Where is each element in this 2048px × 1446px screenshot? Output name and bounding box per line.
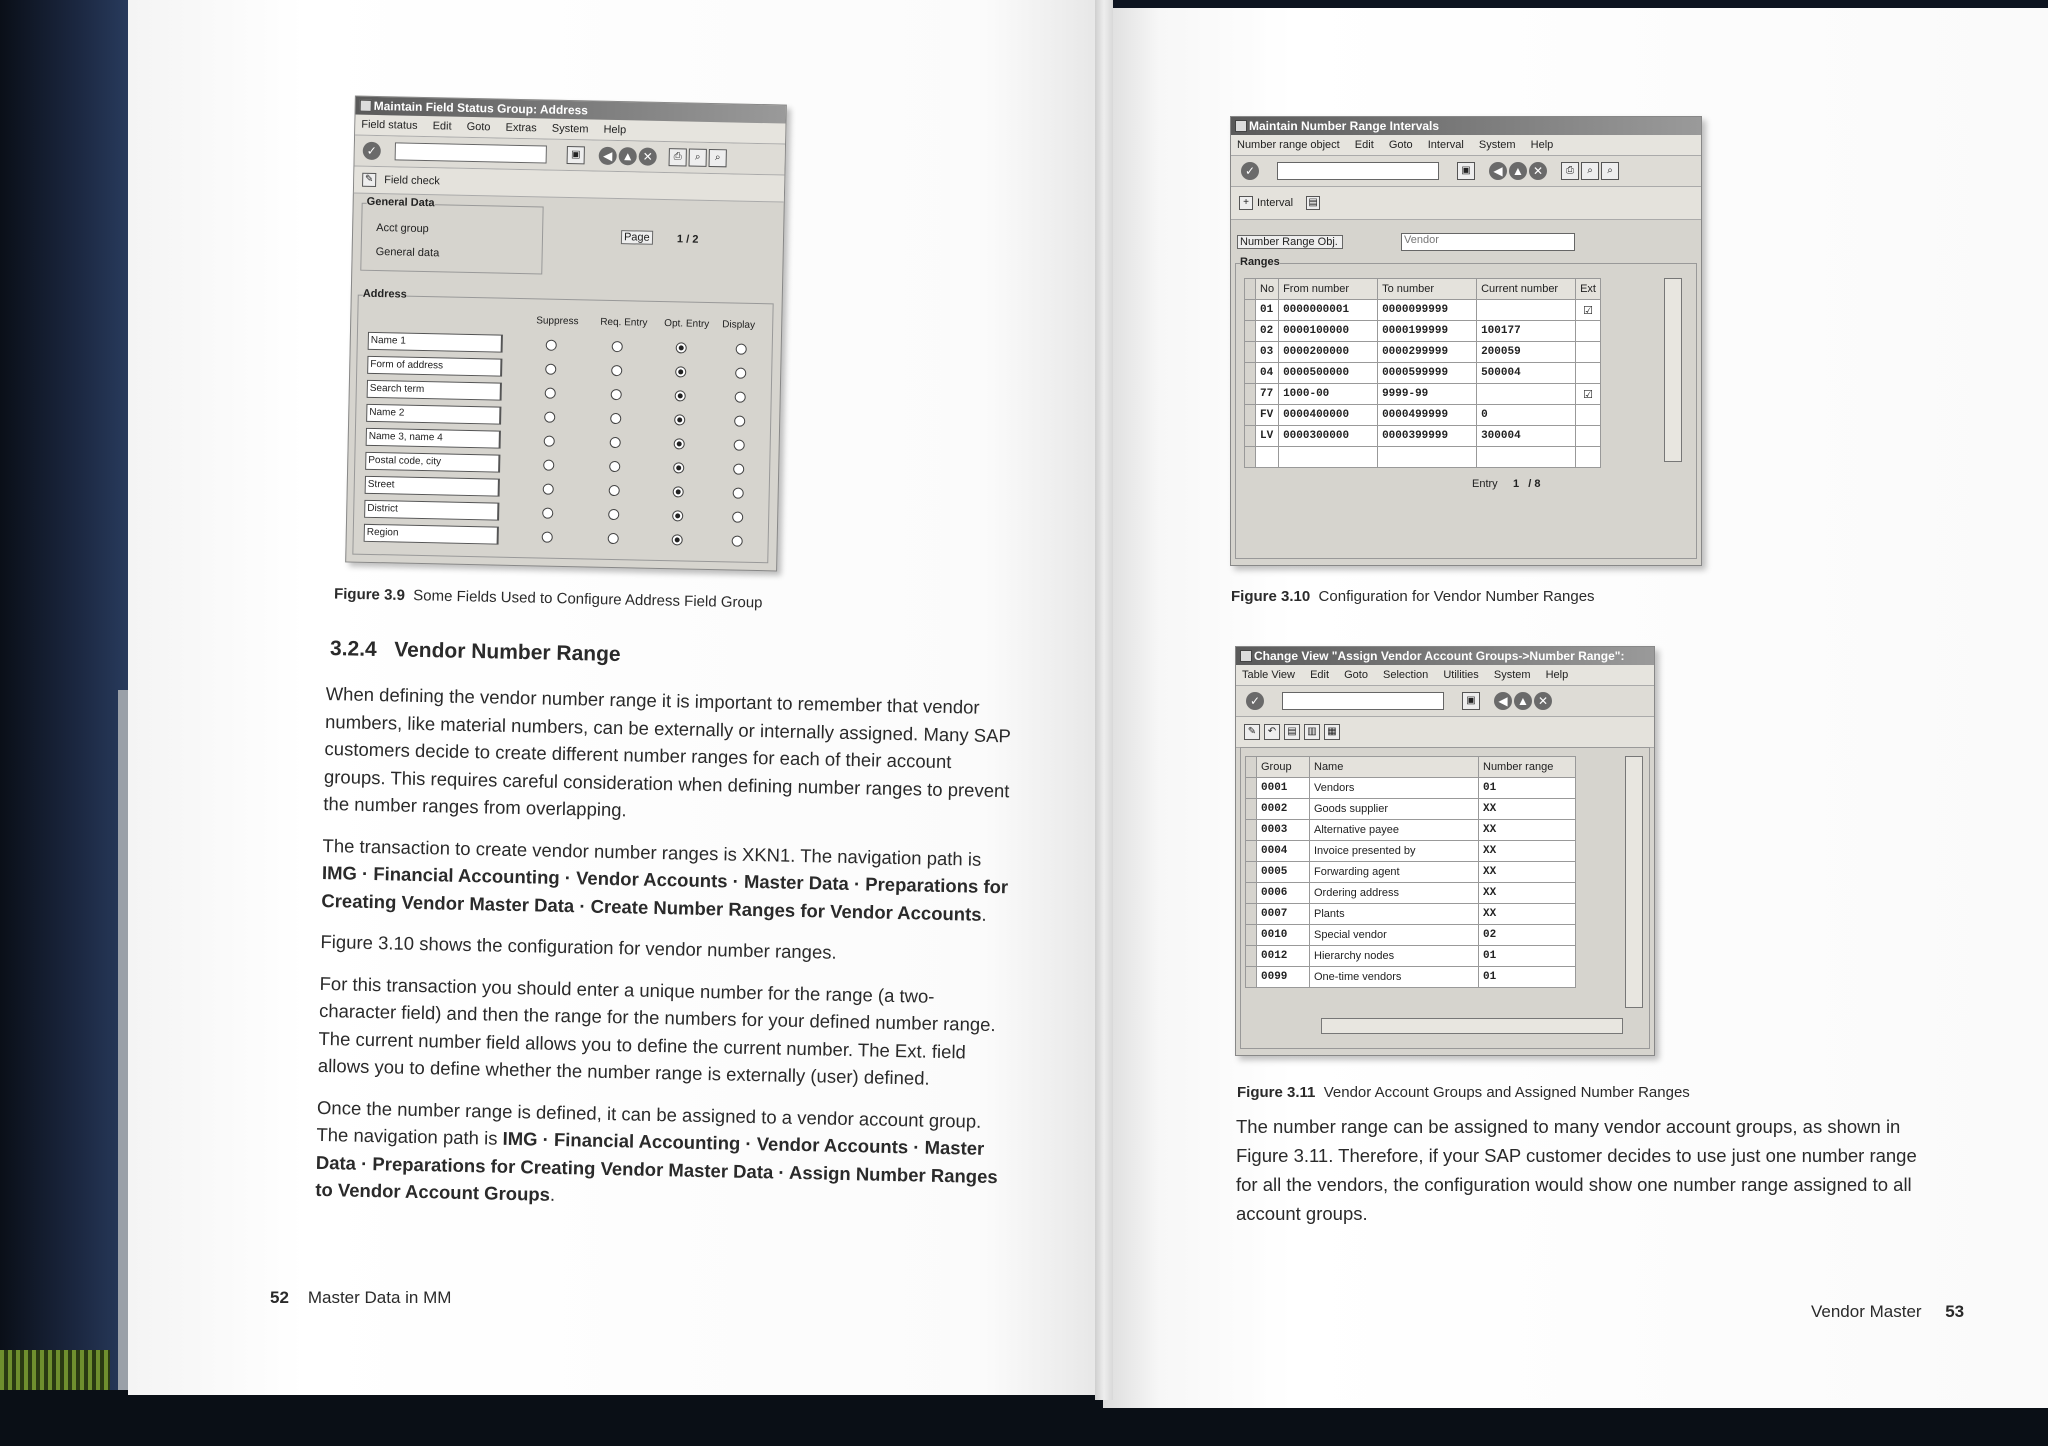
to-number-cell[interactable]: 0000199999 — [1378, 321, 1477, 342]
ext-checkbox[interactable] — [1576, 363, 1601, 384]
name-cell: Goods supplier — [1310, 799, 1479, 820]
fig311-toolbar — [1236, 686, 1654, 717]
table-row[interactable] — [1246, 820, 1576, 841]
table-row[interactable] — [1245, 321, 1601, 342]
name-cell: One-time vendors — [1310, 967, 1479, 988]
fig310-sap-window — [1230, 116, 1702, 566]
system-menu-icon[interactable] — [1235, 120, 1247, 132]
field-status-radio[interactable] — [735, 368, 746, 379]
from-number-cell[interactable]: 0000100000 — [1279, 321, 1378, 342]
name-cell: Forwarding agent — [1310, 862, 1479, 883]
section-heading — [330, 637, 621, 667]
number-range-cell[interactable]: XX — [1479, 799, 1576, 820]
field-status-radio[interactable] — [674, 438, 685, 449]
row-select-cell[interactable] — [1245, 426, 1256, 447]
nav-path-1: IMG · Financial Accounting · Vendor Accounts · Master Data · Preparations for Creating Vendor Master Data · Create Number Ranges for Vendor Accounts — [321, 861, 1009, 925]
col-no: No — [1256, 279, 1279, 300]
entry-total: / 8 — [1528, 478, 1541, 490]
menu-goto[interactable]: Goto — [1344, 669, 1368, 681]
enter-icon[interactable]: ✓ — [1241, 162, 1259, 180]
back-icon[interactable]: ◀ — [599, 147, 617, 165]
table-row[interactable] — [1246, 967, 1576, 988]
save-icon[interactable]: ▣ — [1457, 162, 1475, 180]
fig310-appbar — [1231, 187, 1701, 220]
group-cell: 0005 — [1257, 862, 1310, 883]
field-status-radio[interactable] — [610, 437, 621, 448]
to-number-cell[interactable]: 0000399999 — [1378, 426, 1477, 447]
group-cell: 0002 — [1257, 799, 1310, 820]
general-data-label: General Data — [366, 195, 435, 210]
number-range-cell[interactable]: 01 — [1479, 967, 1576, 988]
address-field-label: District — [364, 500, 499, 521]
save-icon[interactable]: ▣ — [1462, 692, 1480, 710]
table-row[interactable] — [1246, 778, 1576, 799]
enter-icon[interactable]: ✓ — [1246, 692, 1264, 710]
group-cell: 0010 — [1257, 925, 1310, 946]
empty-cell[interactable] — [1245, 447, 1256, 468]
exit-icon[interactable]: ▲ — [619, 147, 637, 165]
address-field-label: Name 2 — [366, 404, 501, 425]
paragraph-5: Once the number range is defined, it can be assigned to a vendor account group. The navigation path is IMG · Financial Accounting · Vendor Accounts · Master Data · Preparations for Creating Vendor Master Data · Assign Number Ranges to Vendor Account Groups. — [315, 1096, 998, 1205]
row-select-cell[interactable] — [1245, 300, 1256, 321]
row-select-cell[interactable] — [1245, 363, 1256, 384]
row-select-cell[interactable] — [1246, 799, 1257, 820]
menu-edit[interactable]: Edit — [1310, 669, 1330, 681]
field-status-radio[interactable] — [609, 461, 620, 472]
fig311-caption-number: Figure 3.11 — [1237, 1084, 1316, 1101]
fig311-titlebar — [1236, 647, 1654, 665]
current-number-cell[interactable]: 300004 — [1477, 426, 1576, 447]
menu-system[interactable]: System — [1493, 669, 1531, 681]
number-range-cell[interactable]: XX — [1479, 883, 1576, 904]
fig311-caption — [1237, 1084, 1690, 1101]
nav-path-2: IMG · Financial Accounting · Vendor Accounts · Master Data · Preparations for Creating Vendor Master Data · Assign Number Ranges to Vendor Account Groups — [315, 1127, 998, 1205]
field-status-radio[interactable] — [673, 462, 684, 473]
table-row[interactable] — [1245, 384, 1601, 405]
field-status-radio[interactable] — [542, 508, 553, 519]
current-number-cell[interactable]: 200059 — [1477, 342, 1576, 363]
menu-extras[interactable]: Extras — [505, 121, 537, 135]
number-range-cell[interactable]: XX — [1479, 904, 1576, 925]
field-status-radio[interactable] — [545, 388, 556, 399]
fig310-caption — [1231, 588, 1595, 605]
table-row[interactable] — [1245, 426, 1601, 447]
menu-table-view[interactable]: Table View — [1242, 669, 1295, 681]
table-row[interactable] — [1245, 300, 1601, 321]
name-cell: Plants — [1310, 904, 1479, 925]
group-cell: 0001 — [1257, 778, 1310, 799]
select-all-cell[interactable] — [1246, 757, 1257, 778]
current-number-cell[interactable] — [1477, 384, 1576, 405]
field-status-radio[interactable] — [734, 440, 745, 451]
page-number-right: 53 — [1945, 1302, 1965, 1321]
left-running-footer: Master Data in MM — [307, 1288, 452, 1307]
ext-checkbox[interactable] — [1576, 321, 1601, 342]
group-cell: 0007 — [1257, 904, 1310, 925]
fig311-appbar — [1236, 717, 1654, 748]
field-status-radio[interactable] — [732, 512, 743, 523]
ranges-table — [1244, 278, 1601, 468]
empty-cell[interactable] — [1256, 447, 1279, 468]
to-number-cell[interactable]: 0000299999 — [1378, 342, 1477, 363]
ext-checkbox[interactable]: ☑ — [1576, 384, 1601, 405]
col-group: Group — [1257, 757, 1310, 778]
address-field-label: Form of address — [367, 356, 502, 377]
field-status-radio[interactable] — [672, 510, 683, 521]
from-number-cell[interactable]: 0000400000 — [1279, 405, 1378, 426]
fig39-caption-number: Figure 3.9 — [333, 585, 406, 604]
menu-edit[interactable]: Edit — [1354, 139, 1374, 151]
table-row[interactable] — [1246, 925, 1576, 946]
paragraph-2: The transaction to create vendor number ranges is XKN1. The navigation path is IMG · Financial Accounting · Vendor Accounts · Master Data · Preparations for Creating Vendor Master Data · Create Number Ranges for Vendor Accounts. — [321, 834, 1009, 925]
field-status-radio[interactable] — [732, 536, 743, 547]
number-range-cell[interactable]: XX — [1479, 820, 1576, 841]
empty-row[interactable] — [1245, 447, 1601, 468]
deselect-all-icon[interactable]: ▦ — [1324, 724, 1340, 740]
acct-group-label: Acct group — [376, 222, 429, 236]
fig310-caption-number: Figure 3.10 — [1231, 588, 1311, 605]
field-status-radio[interactable] — [546, 340, 557, 351]
number-range-obj-label: Number Range Obj. — [1237, 235, 1343, 249]
to-number-cell[interactable]: 0000499999 — [1378, 405, 1477, 426]
right-page — [1103, 8, 2048, 1408]
table-row[interactable] — [1246, 904, 1576, 925]
entry-label: Entry — [1472, 478, 1498, 490]
table-row[interactable] — [1245, 405, 1601, 426]
interval-icon[interactable]: + — [1239, 196, 1253, 210]
field-status-radio[interactable] — [734, 416, 745, 427]
col-number-range: Number range — [1479, 757, 1576, 778]
enter-icon[interactable]: ✓ — [363, 142, 381, 160]
row-select-cell[interactable] — [1246, 841, 1257, 862]
menu-help[interactable]: Help — [1530, 139, 1554, 151]
cancel-icon[interactable]: ✕ — [1534, 692, 1552, 710]
to-number-cell[interactable]: 0000599999 — [1378, 363, 1477, 384]
to-number-cell[interactable]: 0000099999 — [1378, 300, 1477, 321]
number-range-obj-field[interactable]: Vendor — [1401, 233, 1575, 251]
account-groups-table — [1245, 756, 1576, 988]
right-paragraph-1: The number range can be assigned to many vendor account groups, as shown in Figure 3.11. Therefore, if your SAP customer decides to use just one number range for all the vendors, the configuration would show one number range assigned to all account groups. — [1236, 1116, 1917, 1224]
print-icon[interactable]: ⎙ — [1561, 162, 1579, 180]
col-suppress: Suppress — [536, 315, 579, 328]
fig39-caption-text: Some Fields Used to Configure Address Field Group — [413, 587, 763, 612]
from-number-cell[interactable]: 0000300000 — [1279, 426, 1378, 447]
current-number-cell[interactable]: 500004 — [1477, 363, 1576, 384]
field-status-radio[interactable] — [673, 486, 684, 497]
address-field-label: Name 1 — [368, 332, 503, 353]
field-status-radio[interactable] — [672, 534, 683, 545]
col-to-number: To number — [1378, 279, 1477, 300]
undo-icon[interactable]: ↶ — [1264, 724, 1280, 740]
assign-table-frame — [1240, 747, 1650, 1049]
ranges-group — [1235, 256, 1697, 559]
current-number-cell[interactable] — [1477, 300, 1576, 321]
fig310-titlebar — [1231, 117, 1701, 135]
exit-icon[interactable]: ▲ — [1509, 162, 1527, 180]
col-req-entry: Req. Entry — [600, 316, 648, 329]
group-cell: 0004 — [1257, 841, 1310, 862]
address-field-label: Street — [365, 476, 500, 497]
fig310-menubar — [1231, 135, 1701, 156]
back-icon[interactable]: ◀ — [1494, 692, 1512, 710]
col-current-number: Current number — [1477, 279, 1576, 300]
general-data-value: General data — [375, 245, 440, 260]
field-status-radio[interactable] — [675, 390, 686, 401]
field-status-radio[interactable] — [733, 464, 744, 475]
number-range-cell[interactable]: XX — [1479, 841, 1576, 862]
left-footer — [270, 1288, 451, 1308]
row-select-cell[interactable] — [1246, 925, 1257, 946]
address-label: Address — [362, 287, 407, 301]
row-select-cell[interactable] — [1246, 862, 1257, 883]
command-field[interactable] — [1282, 692, 1444, 710]
menu-utilities[interactable]: Utilities — [1443, 669, 1479, 681]
address-field-label: Postal code, city — [365, 452, 500, 473]
paragraph-3: Figure 3.10 shows the configuration for vendor number ranges. — [320, 930, 837, 963]
col-ext: Ext — [1576, 279, 1601, 300]
page-value: 1 / 2 — [676, 233, 699, 246]
print-icon[interactable]: ⎙ — [669, 148, 687, 166]
name-cell: Hierarchy nodes — [1310, 946, 1479, 967]
ext-checkbox[interactable] — [1576, 426, 1601, 447]
cancel-icon[interactable]: ✕ — [1529, 162, 1547, 180]
table-row[interactable] — [1246, 946, 1576, 967]
field-status-radio[interactable] — [543, 460, 554, 471]
number-range-cell[interactable]: 01 — [1479, 778, 1576, 799]
right-footer — [1811, 1302, 1964, 1322]
address-field-label: Name 3, name 4 — [366, 428, 501, 449]
empty-cell[interactable] — [1279, 447, 1378, 468]
find-icon[interactable]: ⌕ — [1581, 162, 1599, 180]
field-status-radio[interactable] — [612, 341, 623, 352]
entry-indicator — [1472, 478, 1541, 490]
col-from-number: From number — [1279, 279, 1378, 300]
name-cell: Alternative payee — [1310, 820, 1479, 841]
right-running-footer: Vendor Master — [1811, 1302, 1922, 1321]
fig311-sap-window — [1235, 646, 1655, 1056]
no-cell: LV — [1256, 426, 1279, 447]
empty-cell[interactable] — [1477, 447, 1576, 468]
menu-goto[interactable]: Goto — [1388, 139, 1413, 151]
interval-change-icon[interactable]: ▤ — [1306, 196, 1320, 210]
from-number-cell[interactable]: 0000000001 — [1279, 300, 1378, 321]
row-select-cell[interactable] — [1246, 820, 1257, 841]
address-group — [352, 287, 773, 564]
table-row[interactable] — [1245, 363, 1601, 384]
field-status-radio[interactable] — [610, 413, 621, 424]
general-data-group — [360, 195, 543, 275]
menu-help[interactable]: Help — [1545, 669, 1569, 681]
table-row[interactable] — [1246, 799, 1576, 820]
current-number-cell[interactable]: 100177 — [1477, 321, 1576, 342]
field-status-radio[interactable] — [543, 484, 554, 495]
col-opt-entry: Opt. Entry — [664, 318, 710, 330]
display-change-icon[interactable]: ✎ — [1244, 724, 1260, 740]
fig39-title: Maintain Field Status Group: Address — [373, 98, 589, 118]
field-check-button[interactable]: Field check — [384, 174, 440, 188]
empty-cell[interactable] — [1378, 447, 1477, 468]
from-number-cell[interactable]: 0000200000 — [1279, 342, 1378, 363]
select-all-icon[interactable]: ▤ — [1284, 724, 1300, 740]
paragraph-4: For this transaction you should enter a unique number for the range (a two-character field) and then the range for the numbers for your defined number range. The current number field allows you to define the current number. The Ext. field allows you to define whether the number range is externally (user) defined. — [317, 972, 996, 1089]
table-row[interactable] — [1245, 342, 1601, 363]
field-status-radio[interactable] — [608, 533, 619, 544]
left-body-text — [315, 680, 1016, 1218]
address-field-label: Region — [364, 524, 499, 545]
fig39-caption — [334, 586, 763, 612]
page-button[interactable]: Page — [621, 230, 653, 245]
no-cell: 01 — [1256, 300, 1279, 321]
name-cell: Vendors — [1310, 778, 1479, 799]
paragraph-1: When defining the vendor number range it is important to remember that vendor numbers, like material numbers, can be externally or internally assigned. Many SAP customers decide to create different number ranges for each of their account groups. This requires careful consideration when defining number ranges to prevent the number ranges from overlapping. — [323, 682, 1011, 821]
field-status-radio[interactable] — [611, 389, 622, 400]
field-status-radio[interactable] — [675, 366, 686, 377]
from-number-cell[interactable]: 1000-00 — [1279, 384, 1378, 405]
row-select-cell[interactable] — [1246, 778, 1257, 799]
groups-horizontal-scrollbar[interactable] — [1321, 1018, 1623, 1034]
fig39-sap-window — [345, 96, 787, 572]
col-display: Display — [722, 319, 756, 331]
menu-system[interactable]: System — [551, 122, 589, 136]
group-cell: 0099 — [1257, 967, 1310, 988]
address-field-label: Search term — [367, 380, 502, 401]
section-number: 3.2.4 — [329, 636, 377, 661]
field-status-radio[interactable] — [735, 392, 746, 403]
row-select-cell[interactable] — [1246, 946, 1257, 967]
row-select-cell[interactable] — [1245, 405, 1256, 426]
entry-value: 1 — [1512, 478, 1520, 490]
book-gutter — [1095, 0, 1113, 1400]
table-row[interactable] — [1246, 862, 1576, 883]
menu-help[interactable]: Help — [603, 123, 627, 137]
row-select-cell[interactable] — [1246, 967, 1257, 988]
system-menu-icon[interactable] — [360, 100, 372, 112]
fig311-title: Change View "Assign Vendor Account Groups->Number Range": — [1254, 649, 1625, 663]
exit-icon[interactable]: ▲ — [1514, 692, 1532, 710]
no-cell: FV — [1256, 405, 1279, 426]
left-page — [128, 0, 1103, 1395]
fig311-caption-text: Vendor Account Groups and Assigned Number Ranges — [1323, 1084, 1690, 1101]
ext-checkbox[interactable]: ☑ — [1576, 300, 1601, 321]
ranges-label: Ranges — [1240, 256, 1280, 268]
col-name: Name — [1310, 757, 1479, 778]
fig310-title: Maintain Number Range Intervals — [1249, 119, 1440, 133]
menu-field-status[interactable]: Field status — [361, 118, 418, 132]
menu-system[interactable]: System — [1478, 139, 1516, 151]
table-row[interactable] — [1246, 883, 1576, 904]
ranges-scrollbar[interactable] — [1664, 278, 1682, 462]
field-check-icon[interactable]: ✎ — [362, 173, 376, 187]
section-title: Vendor Number Range — [394, 638, 621, 667]
group-cell: 0012 — [1257, 946, 1310, 967]
select-block-icon[interactable]: ▥ — [1304, 724, 1320, 740]
find-icon[interactable]: ⌕ — [689, 149, 707, 167]
find-next-icon[interactable]: ⌕ — [1601, 162, 1619, 180]
fig310-toolbar — [1231, 156, 1701, 187]
from-number-cell[interactable]: 0000500000 — [1279, 363, 1378, 384]
ext-checkbox[interactable] — [1576, 405, 1601, 426]
ext-checkbox[interactable] — [1576, 342, 1601, 363]
field-status-radio[interactable] — [608, 509, 619, 520]
row-select-cell[interactable] — [1245, 384, 1256, 405]
field-status-radio[interactable] — [674, 414, 685, 425]
interval-button[interactable]: Interval — [1257, 197, 1294, 209]
fig310-caption-text: Configuration for Vendor Number Ranges — [1318, 588, 1595, 605]
field-status-radio[interactable] — [611, 365, 622, 376]
field-status-radio[interactable] — [733, 488, 744, 499]
name-cell: Special vendor — [1310, 925, 1479, 946]
field-status-radio[interactable] — [542, 532, 553, 543]
group-cell: 0006 — [1257, 883, 1310, 904]
table-row[interactable] — [1246, 841, 1576, 862]
field-status-radio[interactable] — [544, 412, 555, 423]
row-select-cell[interactable] — [1245, 321, 1256, 342]
menu-edit[interactable]: Edit — [432, 120, 452, 133]
row-select-cell[interactable] — [1246, 904, 1257, 925]
name-cell: Invoice presented by — [1310, 841, 1479, 862]
field-status-radio[interactable] — [736, 344, 747, 355]
save-icon[interactable]: ▣ — [567, 146, 585, 164]
no-cell: 03 — [1256, 342, 1279, 363]
field-status-radio[interactable] — [545, 364, 556, 375]
find-next-icon[interactable]: ⌕ — [709, 149, 727, 167]
select-all-cell[interactable] — [1245, 279, 1256, 300]
row-select-cell[interactable] — [1245, 342, 1256, 363]
no-cell: 04 — [1256, 363, 1279, 384]
page-number-left: 52 — [270, 1288, 289, 1307]
menu-goto[interactable]: Goto — [466, 120, 491, 134]
row-select-cell[interactable] — [1246, 883, 1257, 904]
no-cell: 77 — [1256, 384, 1279, 405]
empty-cell[interactable] — [1576, 447, 1601, 468]
menu-selection[interactable]: Selection — [1383, 669, 1429, 681]
name-cell: Ordering address — [1310, 883, 1479, 904]
cancel-icon[interactable]: ✕ — [639, 147, 657, 165]
command-field[interactable] — [395, 142, 547, 163]
command-field[interactable] — [1277, 162, 1439, 180]
number-range-cell[interactable]: XX — [1479, 862, 1576, 883]
back-icon[interactable]: ◀ — [1489, 162, 1507, 180]
system-menu-icon[interactable] — [1240, 650, 1252, 662]
current-number-cell[interactable]: 0 — [1477, 405, 1576, 426]
groups-scrollbar[interactable] — [1625, 756, 1643, 1008]
group-cell: 0003 — [1257, 820, 1310, 841]
menu-interval[interactable]: Interval — [1427, 139, 1464, 151]
number-range-cell[interactable]: 01 — [1479, 946, 1576, 967]
field-status-radio[interactable] — [609, 485, 620, 496]
menu-number-range-object[interactable]: Number range object — [1237, 139, 1340, 151]
number-range-cell[interactable]: 02 — [1479, 925, 1576, 946]
no-cell: 02 — [1256, 321, 1279, 342]
field-status-radio[interactable] — [676, 342, 687, 353]
fig311-menubar — [1236, 665, 1654, 686]
field-status-radio[interactable] — [544, 436, 555, 447]
to-number-cell[interactable]: 9999-99 — [1378, 384, 1477, 405]
